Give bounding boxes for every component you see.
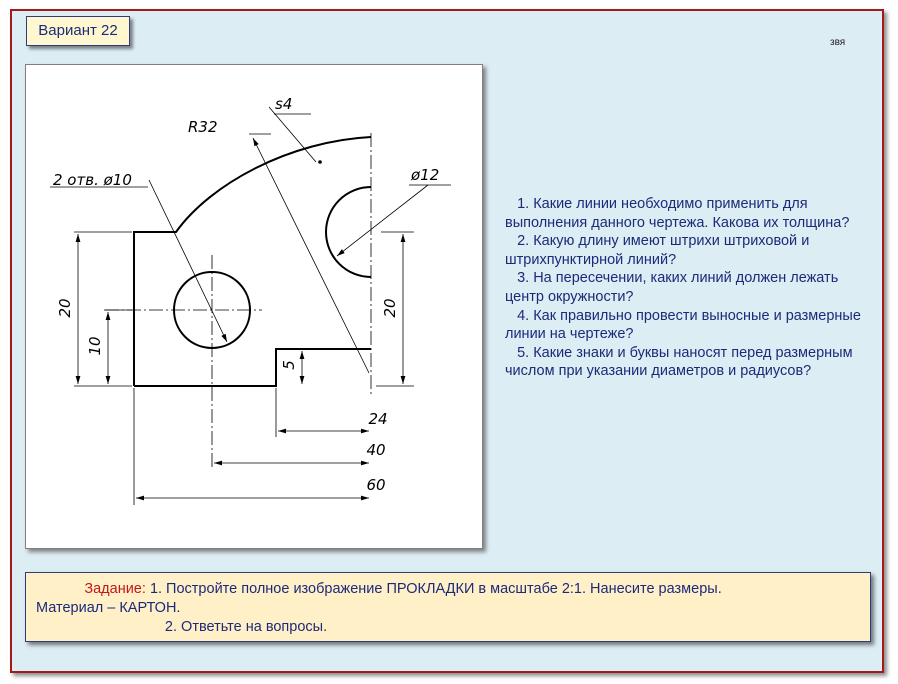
dim-right-20: 20 <box>381 298 399 318</box>
part-outline <box>134 137 371 386</box>
label-diameter-12: ø12 <box>411 166 440 184</box>
question-2: 2. Какую длину имеют штрихи штриховой и штрихпунктирной линий? <box>505 233 810 268</box>
extension-lines <box>74 232 414 505</box>
label-holes: 2 отв. ø10 <box>53 171 132 189</box>
dim-24: 24 <box>368 410 388 428</box>
task-line-2: Материал – КАРТОН. <box>36 600 181 616</box>
dim-60: 60 <box>366 476 386 494</box>
dim-40: 40 <box>366 441 386 459</box>
task-line-3: 2. Ответьте на вопросы. <box>164 619 328 635</box>
question-5: 5. Какие знаки и буквы наносят перед размерным числом при указании диаметров и радиусов? <box>505 344 853 380</box>
center-lines <box>105 133 371 470</box>
question-3: 3. На пересечении, каких линий должен лежать центр окружности? <box>505 270 839 305</box>
task-line-1: Задание: 1. Постройте полное изображение ПРОКЛАДКИ в масштабе 2:1. Нанесите размеры. <box>84 581 722 597</box>
label-radius: R32 <box>188 118 218 136</box>
technical-drawing <box>25 64 483 549</box>
question-4: 4. Как правильно провести выносные и размерные линии на чертеже? <box>505 307 861 343</box>
author-code: звя <box>830 37 846 48</box>
dim-left-10: 10 <box>86 336 104 356</box>
drawing-svg <box>26 65 484 550</box>
leader-dot <box>318 160 322 164</box>
label-thickness: s4 <box>275 95 293 113</box>
dim-step-5: 5 <box>280 360 298 370</box>
dim-left-20: 20 <box>56 298 74 318</box>
questions-list <box>505 195 865 381</box>
task-label: Задание: <box>84 581 146 597</box>
task-box <box>25 572 871 642</box>
question-1: 1. Какие линии необходимо применить для выполнения данного чертежа. Какова их толщина? <box>505 196 850 231</box>
variant-badge: Вариант 22 <box>26 16 130 46</box>
